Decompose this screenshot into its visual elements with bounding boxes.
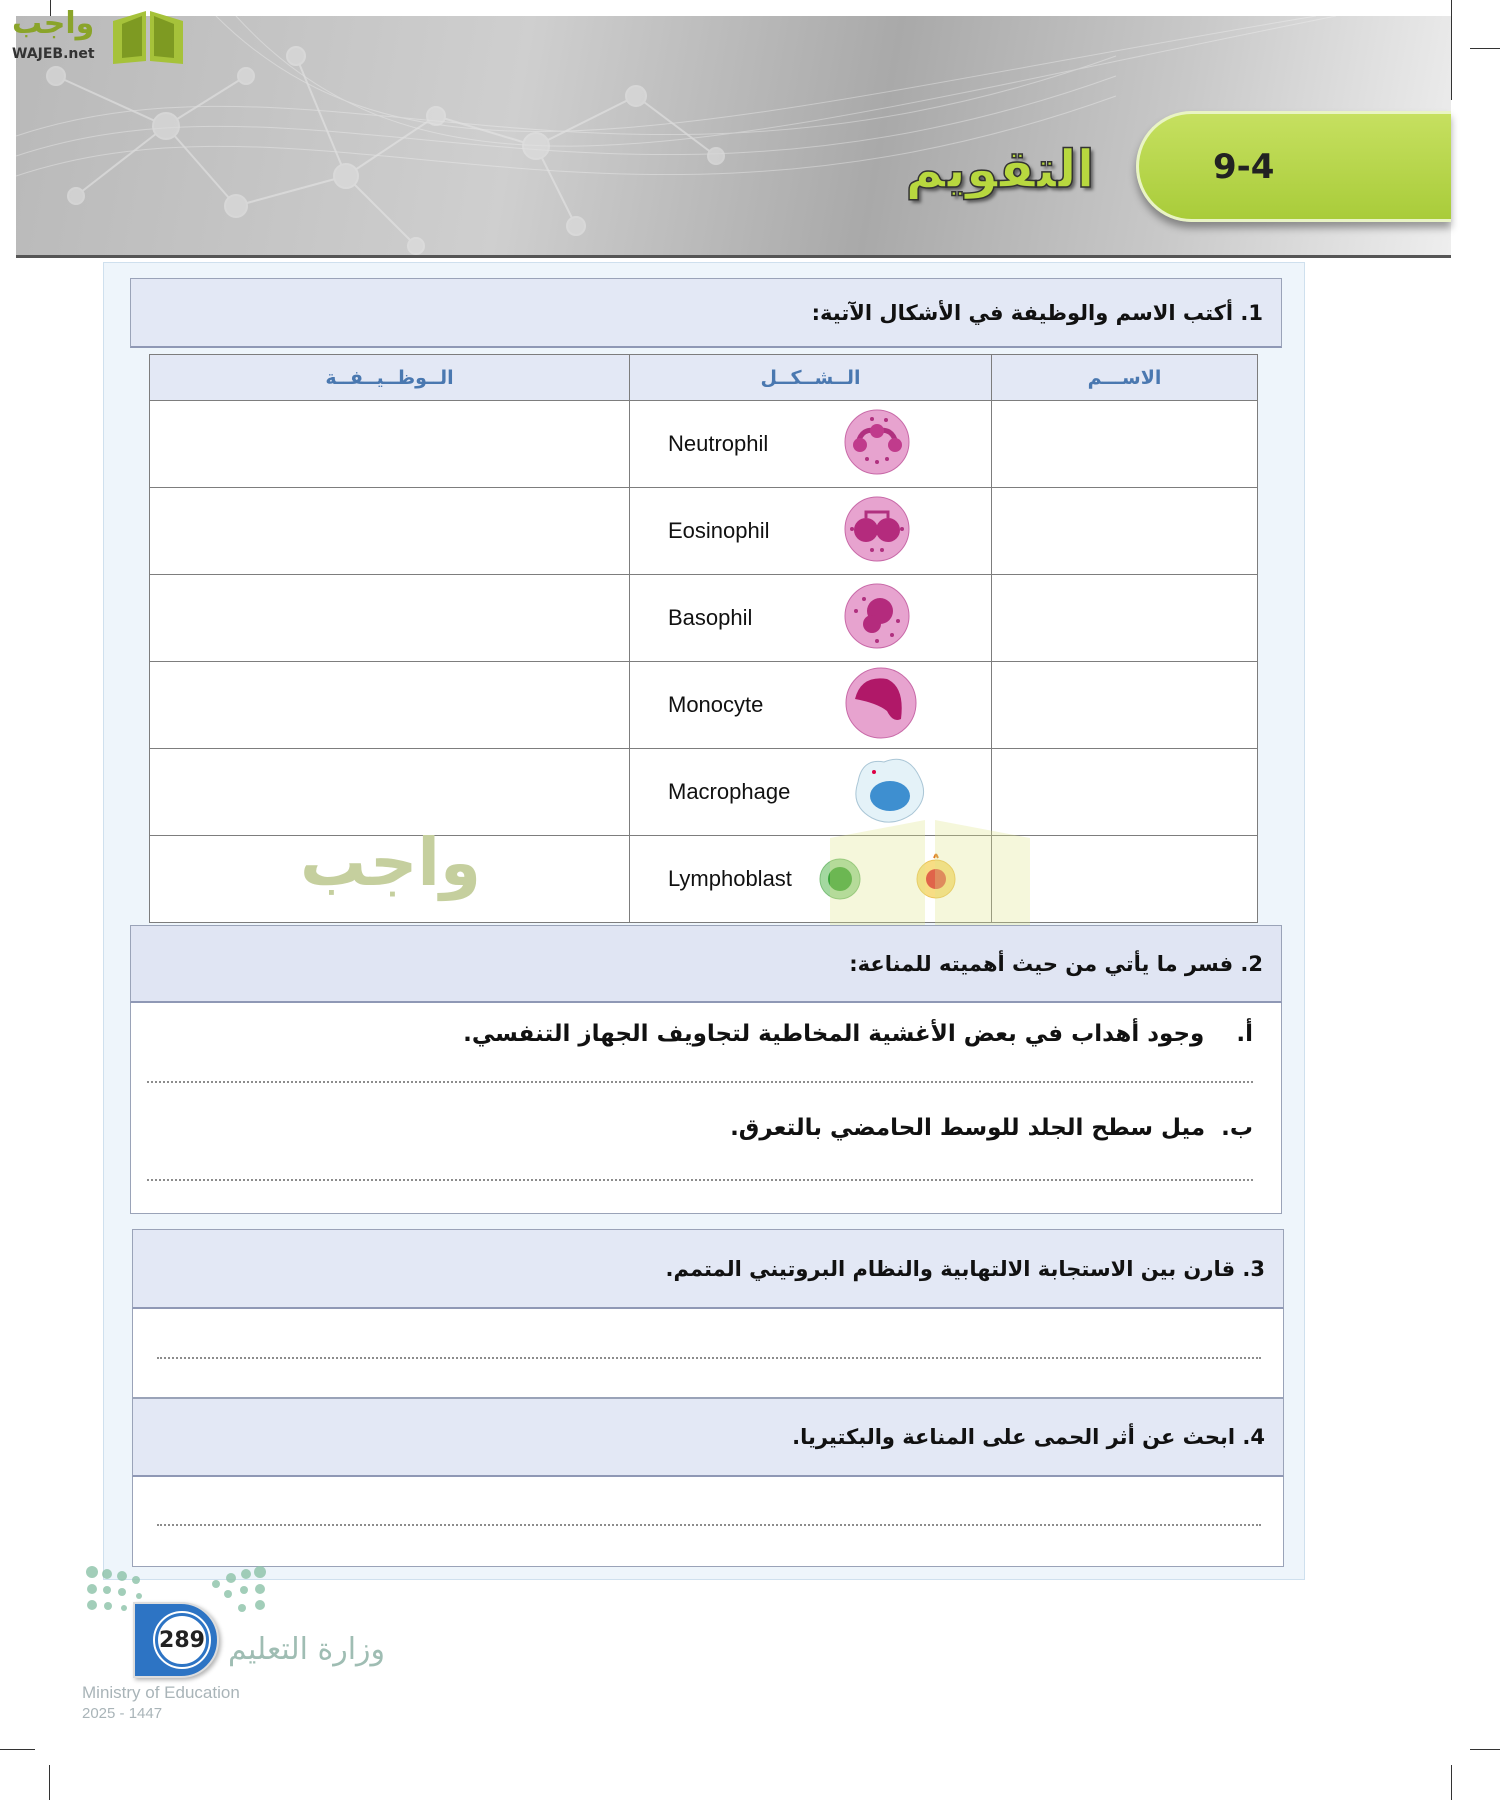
table-header-row <box>150 355 1258 401</box>
function-answer-cell[interactable] <box>150 488 630 575</box>
question-3-header <box>132 1229 1284 1309</box>
macrophage-cell-icon <box>848 752 928 832</box>
cell-label: Eosinophil <box>668 518 770 543</box>
table-row <box>150 488 1258 575</box>
shape-cell <box>630 662 992 749</box>
item-marker: أ. <box>1236 1021 1253 1047</box>
question-3-prompt: 3. قارن بين الاستجابة الالتهابية والنظام البروتيني المتمم. <box>665 1256 1265 1281</box>
book-logo-icon <box>108 6 188 66</box>
crop-mark <box>0 1749 35 1750</box>
column-function: الــوظــيــفــة <box>150 355 630 401</box>
logo-arabic: واجب <box>12 6 95 41</box>
shape-cell <box>630 836 992 923</box>
cell-label: Neutrophil <box>668 431 769 456</box>
q2-item-a <box>463 1021 1253 1047</box>
item-marker: ب. <box>1221 1115 1253 1141</box>
cells-table <box>149 354 1258 923</box>
question-2-header <box>130 925 1282 1003</box>
function-answer-cell[interactable] <box>150 401 630 488</box>
table-row <box>150 575 1258 662</box>
cell-label: Basophil <box>668 605 753 630</box>
function-answer-cell[interactable] <box>150 575 630 662</box>
neutrophil-cell-icon <box>842 407 912 481</box>
answer-line[interactable] <box>147 1179 1253 1181</box>
crop-mark <box>1470 48 1500 49</box>
table-row <box>150 836 1258 923</box>
question-4-header <box>132 1398 1284 1477</box>
name-answer-cell[interactable] <box>992 488 1258 575</box>
edition-year: 2025 - 1447 <box>82 1705 163 1722</box>
question-4-answer-area <box>132 1477 1284 1567</box>
cell-label: Macrophage <box>668 779 791 804</box>
lesson-number: 9-4 <box>1213 146 1275 187</box>
question-1-prompt: 1. أكتب الاسم والوظيفة في الأشكال الآتية: <box>811 300 1263 325</box>
table-row <box>150 401 1258 488</box>
name-answer-cell[interactable] <box>992 836 1258 923</box>
column-name: الاســـم <box>992 355 1258 401</box>
answer-line[interactable] <box>157 1357 1261 1359</box>
shape-cell <box>630 401 992 488</box>
shape-cell <box>630 488 992 575</box>
eosinophil-cell-icon <box>842 494 912 568</box>
lesson-number-tab <box>1136 111 1451 222</box>
question-4-prompt: 4. ابحث عن أثر الحمى على المناعة والبكتيريا. <box>792 1425 1265 1449</box>
function-answer-cell[interactable] <box>150 836 630 923</box>
name-answer-cell[interactable] <box>992 575 1258 662</box>
question-1-header <box>130 278 1282 348</box>
question-2-prompt: 2. فسر ما يأتي من حيث أهميته للمناعة: <box>849 951 1263 976</box>
cell-label: Lymphoblast <box>668 866 792 891</box>
page-number: 289 <box>159 1627 205 1653</box>
answer-line[interactable] <box>157 1524 1261 1526</box>
q2-item-b <box>730 1115 1253 1141</box>
cell-label: Monocyte <box>668 692 764 717</box>
question-3-answer-area <box>132 1309 1284 1398</box>
crop-mark <box>49 1765 50 1800</box>
item-text: وجود أهداب في بعض الأغشية المخاطية لتجاويف الجهاز التنفسي. <box>463 1021 1205 1047</box>
crop-mark <box>1451 1765 1452 1800</box>
function-answer-cell[interactable] <box>150 662 630 749</box>
shape-cell <box>630 749 992 836</box>
ministry-logo <box>80 1560 420 1730</box>
answer-line[interactable] <box>147 1081 1253 1083</box>
monocyte-cell-icon <box>843 665 919 745</box>
table-row <box>150 662 1258 749</box>
name-answer-cell[interactable] <box>992 401 1258 488</box>
wajeb-logo <box>10 6 190 66</box>
question-2-answer-area <box>130 1003 1282 1214</box>
lymphoblast-cell-icon <box>818 852 958 906</box>
ministry-arabic: وزارة التعليم <box>228 1632 386 1667</box>
ministry-english: Ministry of Education <box>82 1683 240 1702</box>
column-shape: الــشــكــل <box>630 355 992 401</box>
section-title: التقويم <box>905 140 1095 200</box>
page-number-badge <box>133 1602 219 1678</box>
basophil-cell-icon <box>842 581 912 655</box>
name-answer-cell[interactable] <box>992 662 1258 749</box>
logo-latin: WAJEB.net <box>12 46 95 62</box>
table-row <box>150 749 1258 836</box>
crop-mark <box>1470 1749 1500 1750</box>
watermark-arabic: واجب <box>300 824 482 901</box>
item-text: ميل سطح الجلد للوسط الحامضي بالتعرق. <box>730 1115 1206 1141</box>
function-answer-cell[interactable] <box>150 749 630 836</box>
name-answer-cell[interactable] <box>992 749 1258 836</box>
shape-cell <box>630 575 992 662</box>
crop-mark <box>1451 0 1452 100</box>
